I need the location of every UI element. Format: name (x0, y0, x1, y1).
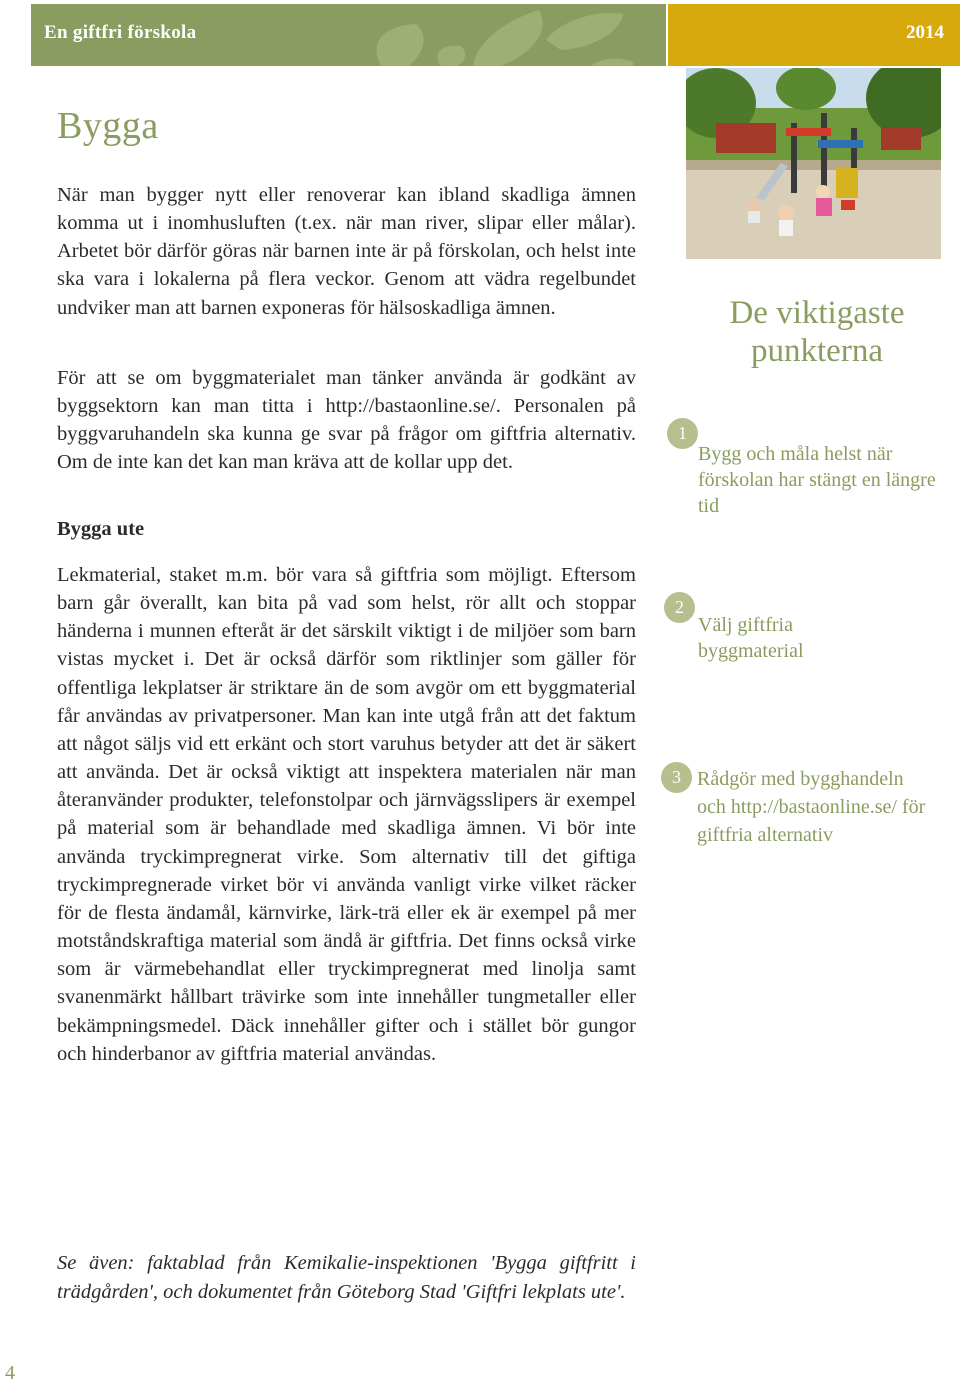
bygga-ute-paragraph: Lekmaterial, staket m.m. bör vara så giftfria som möjligt. Eftersom barn går överallt, kan bita på vad som helst, rör allt och stoppar händerna i munnen efteråt är det särskilt viktigt i de miljöer som barn vistas mycket i. Det är också därför som riktlinjer som gäller för offentliga lekplatser är striktare än de som avgör om ett byggmaterial får användas av privatpersoner. Man kan inte utgå från att det faktum att något säljs vid ett erkänt och stort varuhus betyder att det är säkert att använda. Det är också viktigt att inspektera materialen när man återanvänder produkter, telefonstolpar och järnvägsslipers är exempel på material som är behandlade med skadliga ämnen. Vi bör inte använda tryckimpregnerat virke. Som alternativ till det giftiga tryckimpregnerade virket bör vi använda vanligt virke vilket räcker för de flesta ändamål, kärnvirke, lärk-trä eller ek är exempel på mer motståndskraftiga material som ändå är giftfria. Det finns också virke som är värmebehandlat eller tryckimpregnerat med linolja samt svanenmärkt hållbart trävirke som inte innehåller tungmetaller eller bekämpningsmedel. Däck innehåller gifter och i stället bör gungor och hinderbanor av giftfria material användas. (57, 564, 636, 1065)
page-heading: Bygga (57, 105, 159, 147)
point-1-number: 1 (667, 418, 698, 449)
subheading-bygga-ute: Bygga ute (57, 518, 145, 540)
point-3-number: 3 (661, 762, 692, 793)
document-title: En giftfri förskola (44, 22, 197, 43)
header-bar (31, 4, 666, 66)
page-number: 4 (5, 1362, 15, 1384)
see-also-note: Se även: faktablad från Kemikalie-inspektionen 'Bygga giftfritt i trädgården', och dokumentet från Göteborg Stad 'Giftfri lekplats ute'. (57, 1252, 636, 1303)
sidebar-title: De viktigaste punkterna (729, 295, 905, 369)
point-2-text: Välj giftfria byggmaterial (698, 614, 804, 662)
point-2-number: 2 (664, 592, 695, 623)
point-1-text: Bygg och måla helst när förskolan har stängt en längre tid (698, 443, 936, 517)
header-year-bar (668, 4, 960, 66)
point-3-text: Rådgör med bygghandeln och http://bastaonline.se/ för giftfria alternativ (697, 768, 926, 846)
butterfly-decoration-icon (361, 4, 666, 66)
bastaonline-paragraph: För att se om byggmaterialet man tänker använda är godkänt av byggsektorn kan man titta i http://bastaonline.se/. Personalen på byggvaruhandeln ska kunna ge svar på frågor om giftfria alternativ. Om de inte kan det kan man kräva att de kollar upp det. (57, 367, 636, 474)
header-year: 2014 (906, 22, 944, 43)
intro-paragraph: När man bygger nytt eller renoverar kan ibland skadliga ämnen komma ut i inomhusluften (t.ex. när man river, slipar eller målar). Arbetet bör därför göras när barnen inte är på förskolan, och helst inte ska vara i lokalerna på flera veckor. Genom att vädra regelbundet undviker man att barnen exponeras för hälsoskadliga ämnen. (57, 184, 636, 319)
playground-photo (686, 68, 941, 259)
